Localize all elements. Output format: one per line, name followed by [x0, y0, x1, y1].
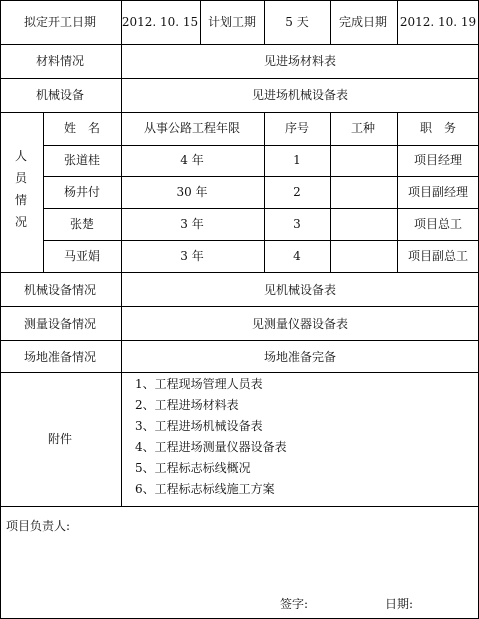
attachments-label: 附件 [47, 432, 73, 446]
person-position: 项目副经理 [407, 185, 469, 199]
col-header-years: 从事公路工程年限 [143, 121, 241, 135]
personnel-label-char: 况 [14, 215, 27, 229]
row-divider [0, 340, 479, 341]
row-divider [0, 272, 479, 273]
materials-value: 见进场材料表 [263, 54, 337, 68]
site-prep-label: 场地准备情况 [23, 350, 97, 364]
person-number: 4 [293, 249, 301, 263]
row-divider [0, 506, 479, 507]
row-divider [0, 112, 479, 113]
col-divider [264, 0, 265, 44]
col-header-name: 姓 名 [63, 121, 101, 135]
planned-duration-value: 5 天 [285, 15, 309, 29]
row-divider [43, 145, 479, 146]
person-number: 2 [293, 185, 301, 199]
date-label: 日期: [385, 597, 414, 611]
materials-label: 材料情况 [35, 54, 85, 68]
person-position: 项目副总工 [407, 249, 469, 263]
col-header-trade: 工种 [350, 121, 376, 135]
list-item: 5、工程标志标线概况 [135, 461, 251, 475]
person-name: 杨井付 [63, 185, 101, 199]
personnel-label [14, 145, 28, 233]
site-prep-value: 场地准备完备 [263, 350, 337, 364]
personnel-label-char: 人 [14, 149, 27, 163]
person-number: 1 [293, 153, 301, 167]
person-position: 项目经理 [413, 153, 463, 167]
survey-status-value: 见测量仪器设备表 [251, 317, 349, 331]
list-item: 2、工程进场材料表 [135, 398, 239, 412]
person-name: 张道桂 [63, 153, 101, 167]
planned-duration-label: 计划工期 [207, 15, 257, 29]
planned-start-value: 2012. 10. 15 [121, 15, 199, 29]
col-divider [121, 112, 122, 272]
row-divider [43, 176, 479, 177]
col-header-position: 职 务 [419, 121, 457, 135]
personnel-label-char: 员 [14, 171, 27, 185]
personnel-label-char: 情 [14, 193, 27, 207]
col-divider [121, 44, 122, 112]
person-name: 张楚 [69, 217, 95, 231]
survey-status-label: 测量设备情况 [23, 317, 97, 331]
machinery-status-label: 机械设备情况 [23, 283, 97, 297]
person-name: 马亚娟 [63, 249, 101, 263]
machinery-label: 机械设备 [35, 88, 85, 102]
col-divider [121, 272, 122, 506]
row-divider [0, 372, 479, 373]
person-years: 3 年 [180, 217, 204, 231]
row-divider [0, 78, 479, 79]
planned-start-label: 拟定开工日期 [23, 15, 97, 29]
machinery-value: 见进场机械设备表 [251, 88, 349, 102]
col-divider [43, 112, 44, 272]
col-divider [200, 0, 201, 44]
machinery-status-value: 见机械设备表 [263, 283, 337, 297]
list-item: 6、工程标志标线施工方案 [135, 482, 275, 496]
row-divider [43, 208, 479, 209]
signature-label: 签字: [280, 597, 309, 611]
list-item: 4、工程进场测量仪器设备表 [135, 440, 287, 454]
row-divider [43, 240, 479, 241]
person-number: 3 [293, 217, 301, 231]
person-years: 3 年 [180, 249, 204, 263]
list-item: 1、工程现场管理人员表 [135, 377, 263, 391]
person-years: 4 年 [180, 153, 204, 167]
completion-value: 2012. 10. 19 [399, 15, 477, 29]
list-item: 3、工程进场机械设备表 [135, 419, 263, 433]
col-divider [397, 112, 398, 272]
project-owner-label: 项目负责人: [6, 519, 71, 533]
col-divider [264, 112, 265, 272]
person-years: 30 年 [176, 185, 208, 199]
completion-label: 完成日期 [338, 15, 388, 29]
row-divider [0, 306, 479, 307]
col-divider [397, 0, 398, 44]
person-position: 项目总工 [413, 217, 463, 231]
col-header-number: 序号 [284, 121, 310, 135]
col-divider [330, 0, 331, 44]
col-divider [330, 112, 331, 272]
row-divider [0, 44, 479, 45]
